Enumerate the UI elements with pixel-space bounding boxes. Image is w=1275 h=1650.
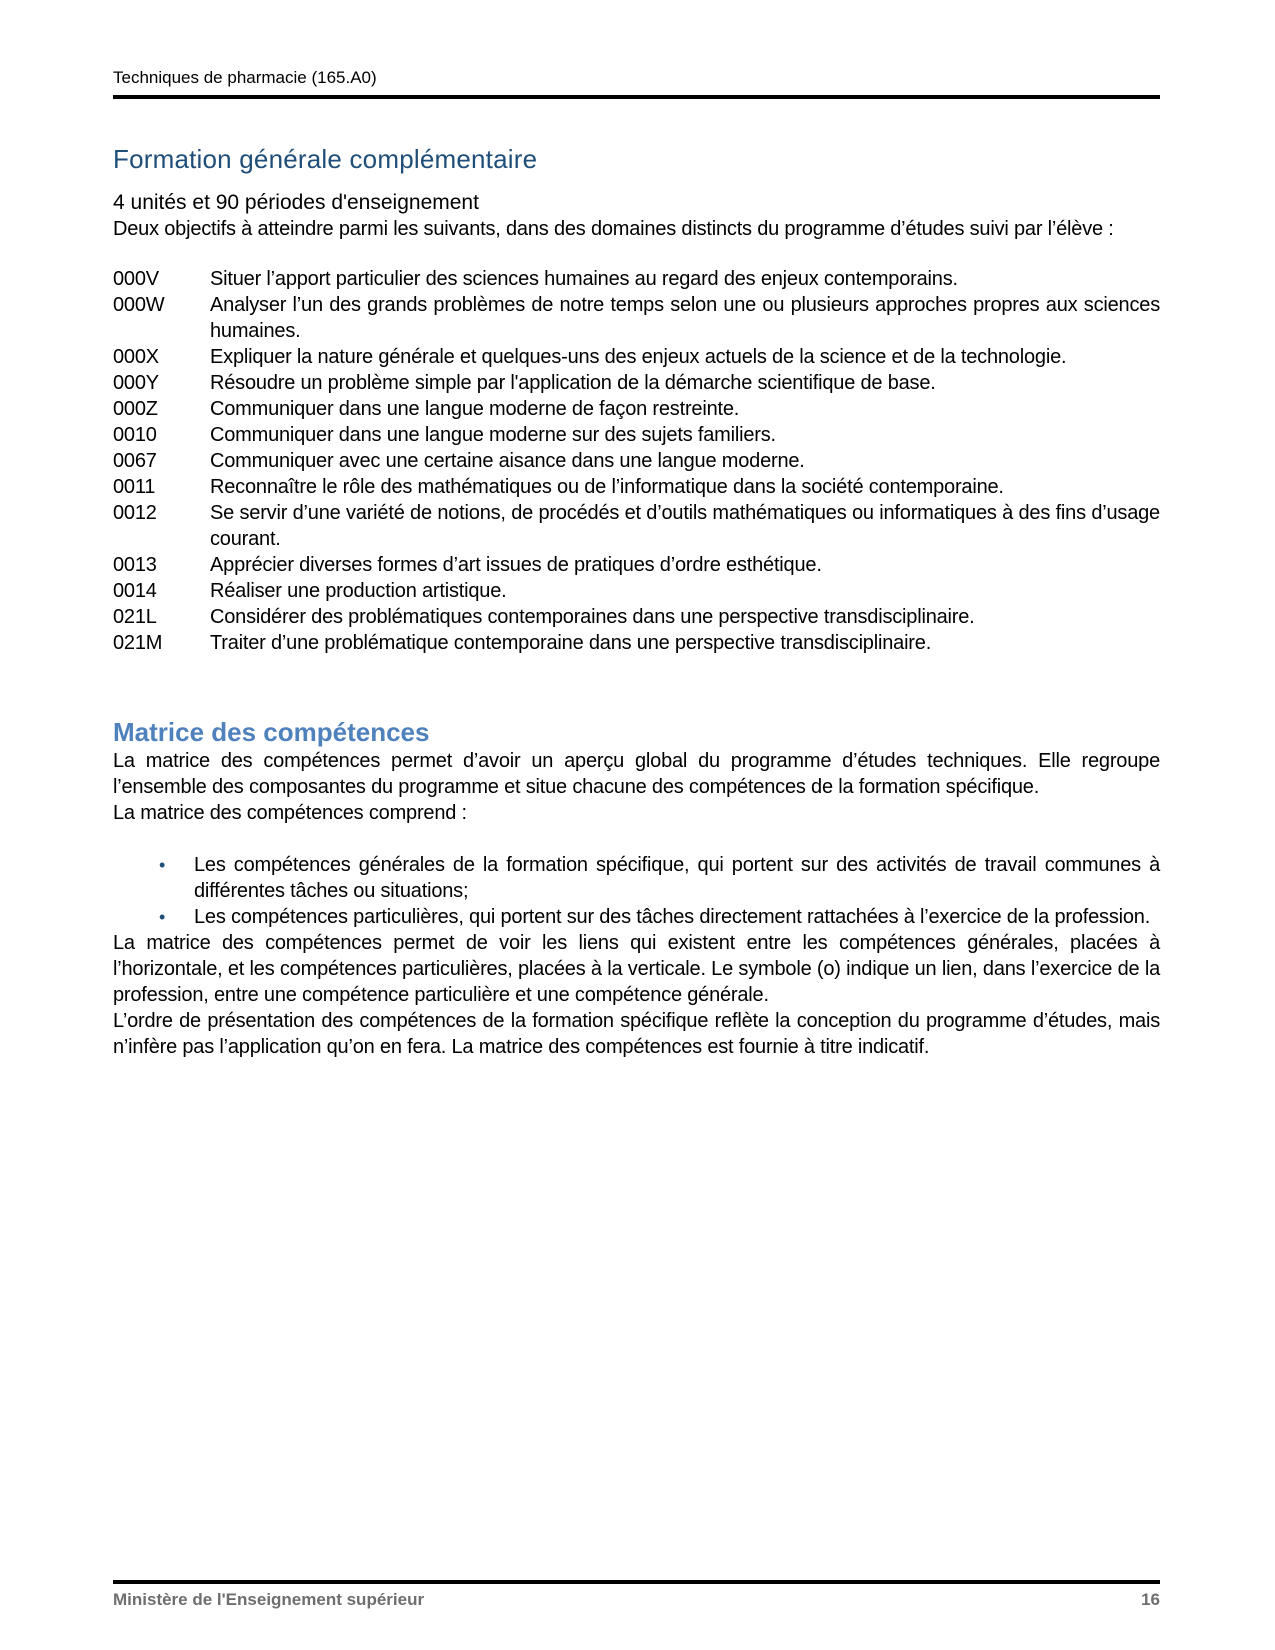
objective-code: 000V (113, 268, 159, 290)
matrice-paragraph-3: La matrice des compétences permet de voir les liens qui existent entre les compétences générales, placées à l’horizontale, et les compétences particulières, placées à la verticale. Le symbole (o) indique un lien, dans l’exercice de la profession, entre une compétence particulière et une compétence générale. (113, 932, 1160, 1006)
objective-text: Situer l’apport particulier des sciences humaines au regard des enjeux contemporains. (210, 268, 958, 290)
objective-row (113, 474, 1160, 500)
bullet-dot-icon: • (159, 855, 166, 875)
objective-row (113, 292, 1160, 344)
matrice-bullet-list (113, 852, 1160, 930)
running-footer (113, 1580, 1160, 1610)
objective-text: Apprécier diverses formes d’art issues de pratiques d’ordre esthétique. (210, 554, 822, 576)
objective-text: Réaliser une production artistique. (210, 580, 507, 602)
matrice-paragraph-2: La matrice des compétences comprend : (113, 802, 467, 824)
objective-code: 0014 (113, 580, 157, 602)
bullet-item-text: Les compétences particulières, qui portent sur des tâches directement rattachées à l’exercice de la profession. (194, 906, 1151, 928)
footer-page-number: 16 (1141, 1590, 1160, 1609)
objective-row (113, 266, 1160, 292)
objective-code: 000Z (113, 398, 158, 420)
footer-ministry: Ministère de l'Enseignement supérieur (113, 1590, 425, 1609)
bullet-item (113, 852, 1160, 904)
objectives-list (113, 266, 1160, 656)
objective-code: 021M (113, 632, 163, 654)
objective-row (113, 396, 1160, 422)
objective-code: 0067 (113, 450, 157, 472)
bullet-dot-icon: • (159, 907, 166, 927)
objective-text: Traiter d’une problématique contemporaine dans une perspective transdisciplinaire. (210, 632, 932, 654)
objective-text: Reconnaître le rôle des mathématiques ou de l’informatique dans la société contemporaine. (210, 476, 1004, 498)
objective-code: 000X (113, 346, 159, 368)
objective-code: 0011 (113, 476, 156, 498)
objective-row (113, 370, 1160, 396)
objective-text: Communiquer dans une langue moderne sur des sujets familiers. (210, 424, 776, 446)
objective-row (113, 630, 1160, 656)
running-header (113, 68, 1160, 99)
objective-text: Analyser l’un des grands problèmes de notre temps selon une ou plusieurs approches propres aux sciences humaines. (210, 294, 1160, 342)
objective-row (113, 344, 1160, 370)
objective-code: 0012 (113, 502, 157, 524)
objective-code: 0013 (113, 554, 157, 576)
objective-code: 0010 (113, 424, 157, 446)
objective-text: Communiquer dans une langue moderne de façon restreinte. (210, 398, 740, 420)
matrice-paragraph-1: La matrice des compétences permet d’avoir un aperçu global du programme d’études techniques. Elle regroupe l’ensemble des composantes du programme et situe chacune des compétences de la formation spécifique. (113, 750, 1160, 798)
formation-subtitle: 4 unités et 90 périodes d'enseignement (113, 191, 479, 214)
matrice-paragraph-4: L’ordre de présentation des compétences de la formation spécifique reflète la conception du programme d’études, mais n’infère pas l’application qu’on en fera. La matrice des compétences est fournie à titre indicatif. (113, 1010, 1160, 1058)
objective-text: Considérer des problématiques contemporaines dans une perspective transdisciplinaire. (210, 606, 975, 628)
objective-row (113, 552, 1160, 578)
objective-text: Se servir d’une variété de notions, de procédés et d’outils mathématiques ou informatiques à des fins d’usage courant. (210, 502, 1160, 550)
objective-row (113, 500, 1160, 552)
objective-code: 000W (113, 294, 165, 316)
section-heading-formation: Formation générale complémentaire (113, 144, 538, 174)
objective-code: 000Y (113, 372, 159, 394)
objective-text: Résoudre un problème simple par l'application de la démarche scientifique de base. (210, 372, 936, 394)
bullet-item (113, 904, 1160, 930)
bullet-item-text: Les compétences générales de la formation spécifique, qui portent sur des activités de travail communes à différentes tâches ou situations; (194, 854, 1160, 902)
objective-row (113, 422, 1160, 448)
formation-intro-paragraph: Deux objectifs à atteindre parmi les suivants, dans des domaines distincts du programme d’études suivi par l’élève : (113, 218, 1114, 240)
running-header-title: Techniques de pharmacie (165.A0) (113, 68, 377, 87)
objective-code: 021L (113, 606, 157, 628)
objective-row (113, 604, 1160, 630)
section-heading-matrice: Matrice des compétences (113, 717, 430, 747)
objective-row (113, 448, 1160, 474)
objective-text: Communiquer avec une certaine aisance dans une langue moderne. (210, 450, 805, 472)
objective-text: Expliquer la nature générale et quelques-uns des enjeux actuels de la science et de la technologie. (210, 346, 1067, 368)
objective-row (113, 578, 1160, 604)
